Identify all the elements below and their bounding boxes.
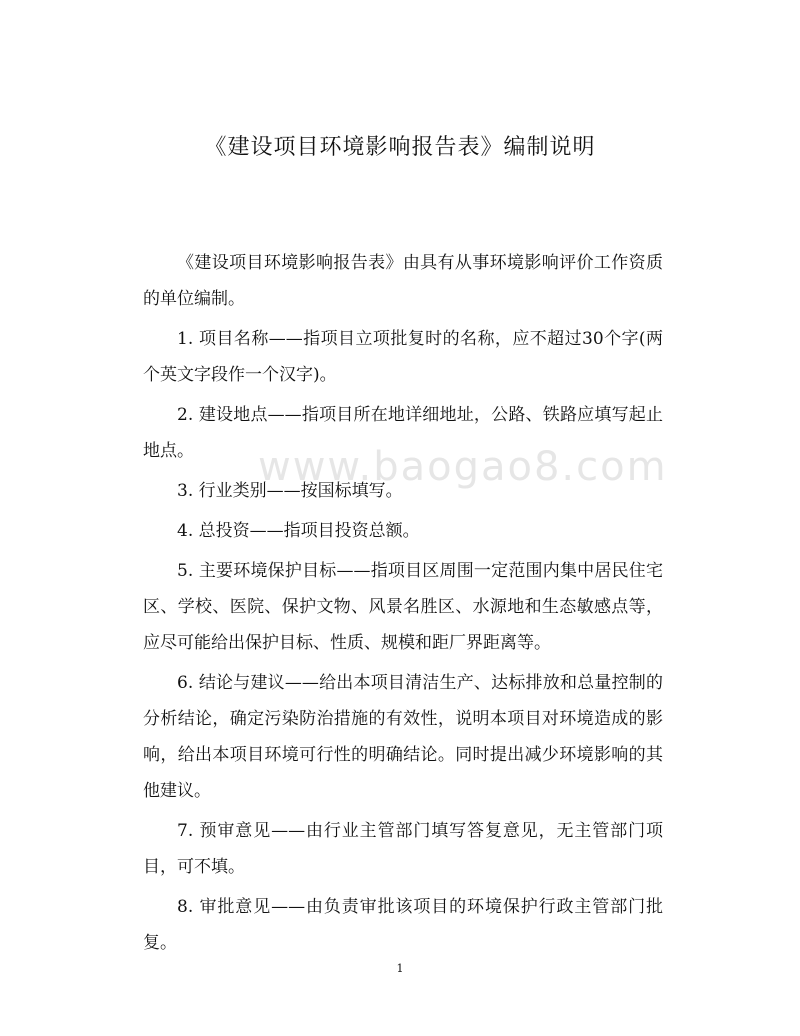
paragraph-industry: 3. 行业类别——按国标填写。 — [177, 481, 403, 501]
paragraph-approval: 8. 审批意见——由负责审批该项目的环境保护行政主管部门批复。 — [143, 897, 663, 953]
paragraph-location: 2. 建设地点——指项目所在地详细地址，公路、铁路应填写起止地点。 — [143, 405, 663, 461]
page-number: 1 — [396, 962, 404, 975]
document-body — [143, 245, 663, 965]
paragraph-protection-targets: 5. 主要环境保护目标——指项目区周围一定范围内集中居民住宅区、学校、医院、保护文物、风景名胜区、水源地和生态敏感点等，应尽可能给出保护目标、性质、规模和距厂界距离等。 — [143, 561, 663, 653]
paragraph-project-name: 1. 项目名称——指项目立项批复时的名称，应不超过30个字(两个英文字段作一个汉字)。 — [143, 329, 663, 385]
watermark: www.baogao8.com — [258, 444, 668, 490]
paragraph-intro: 《建设项目环境影响报告表》由具有从事环境影响评价工作资质的单位编制。 — [143, 253, 663, 309]
paragraph-conclusion: 6. 结论与建议——给出本项目清洁生产、达标排放和总量控制的分析结论，确定污染防治措施的有效性，说明本项目对环境造成的影响，给出本项目环境可行性的明确结论。同时提出减少环境影响的其他建议。 — [143, 673, 663, 801]
page-title: 《建设项目环境影响报告表》编制说明 — [204, 135, 596, 160]
paragraph-pre-review: 7. 预审意见——由行业主管部门填写答复意见，无主管部门项目，可不填。 — [143, 821, 663, 877]
paragraph-investment: 4. 总投资——指项目投资总额。 — [177, 521, 420, 541]
